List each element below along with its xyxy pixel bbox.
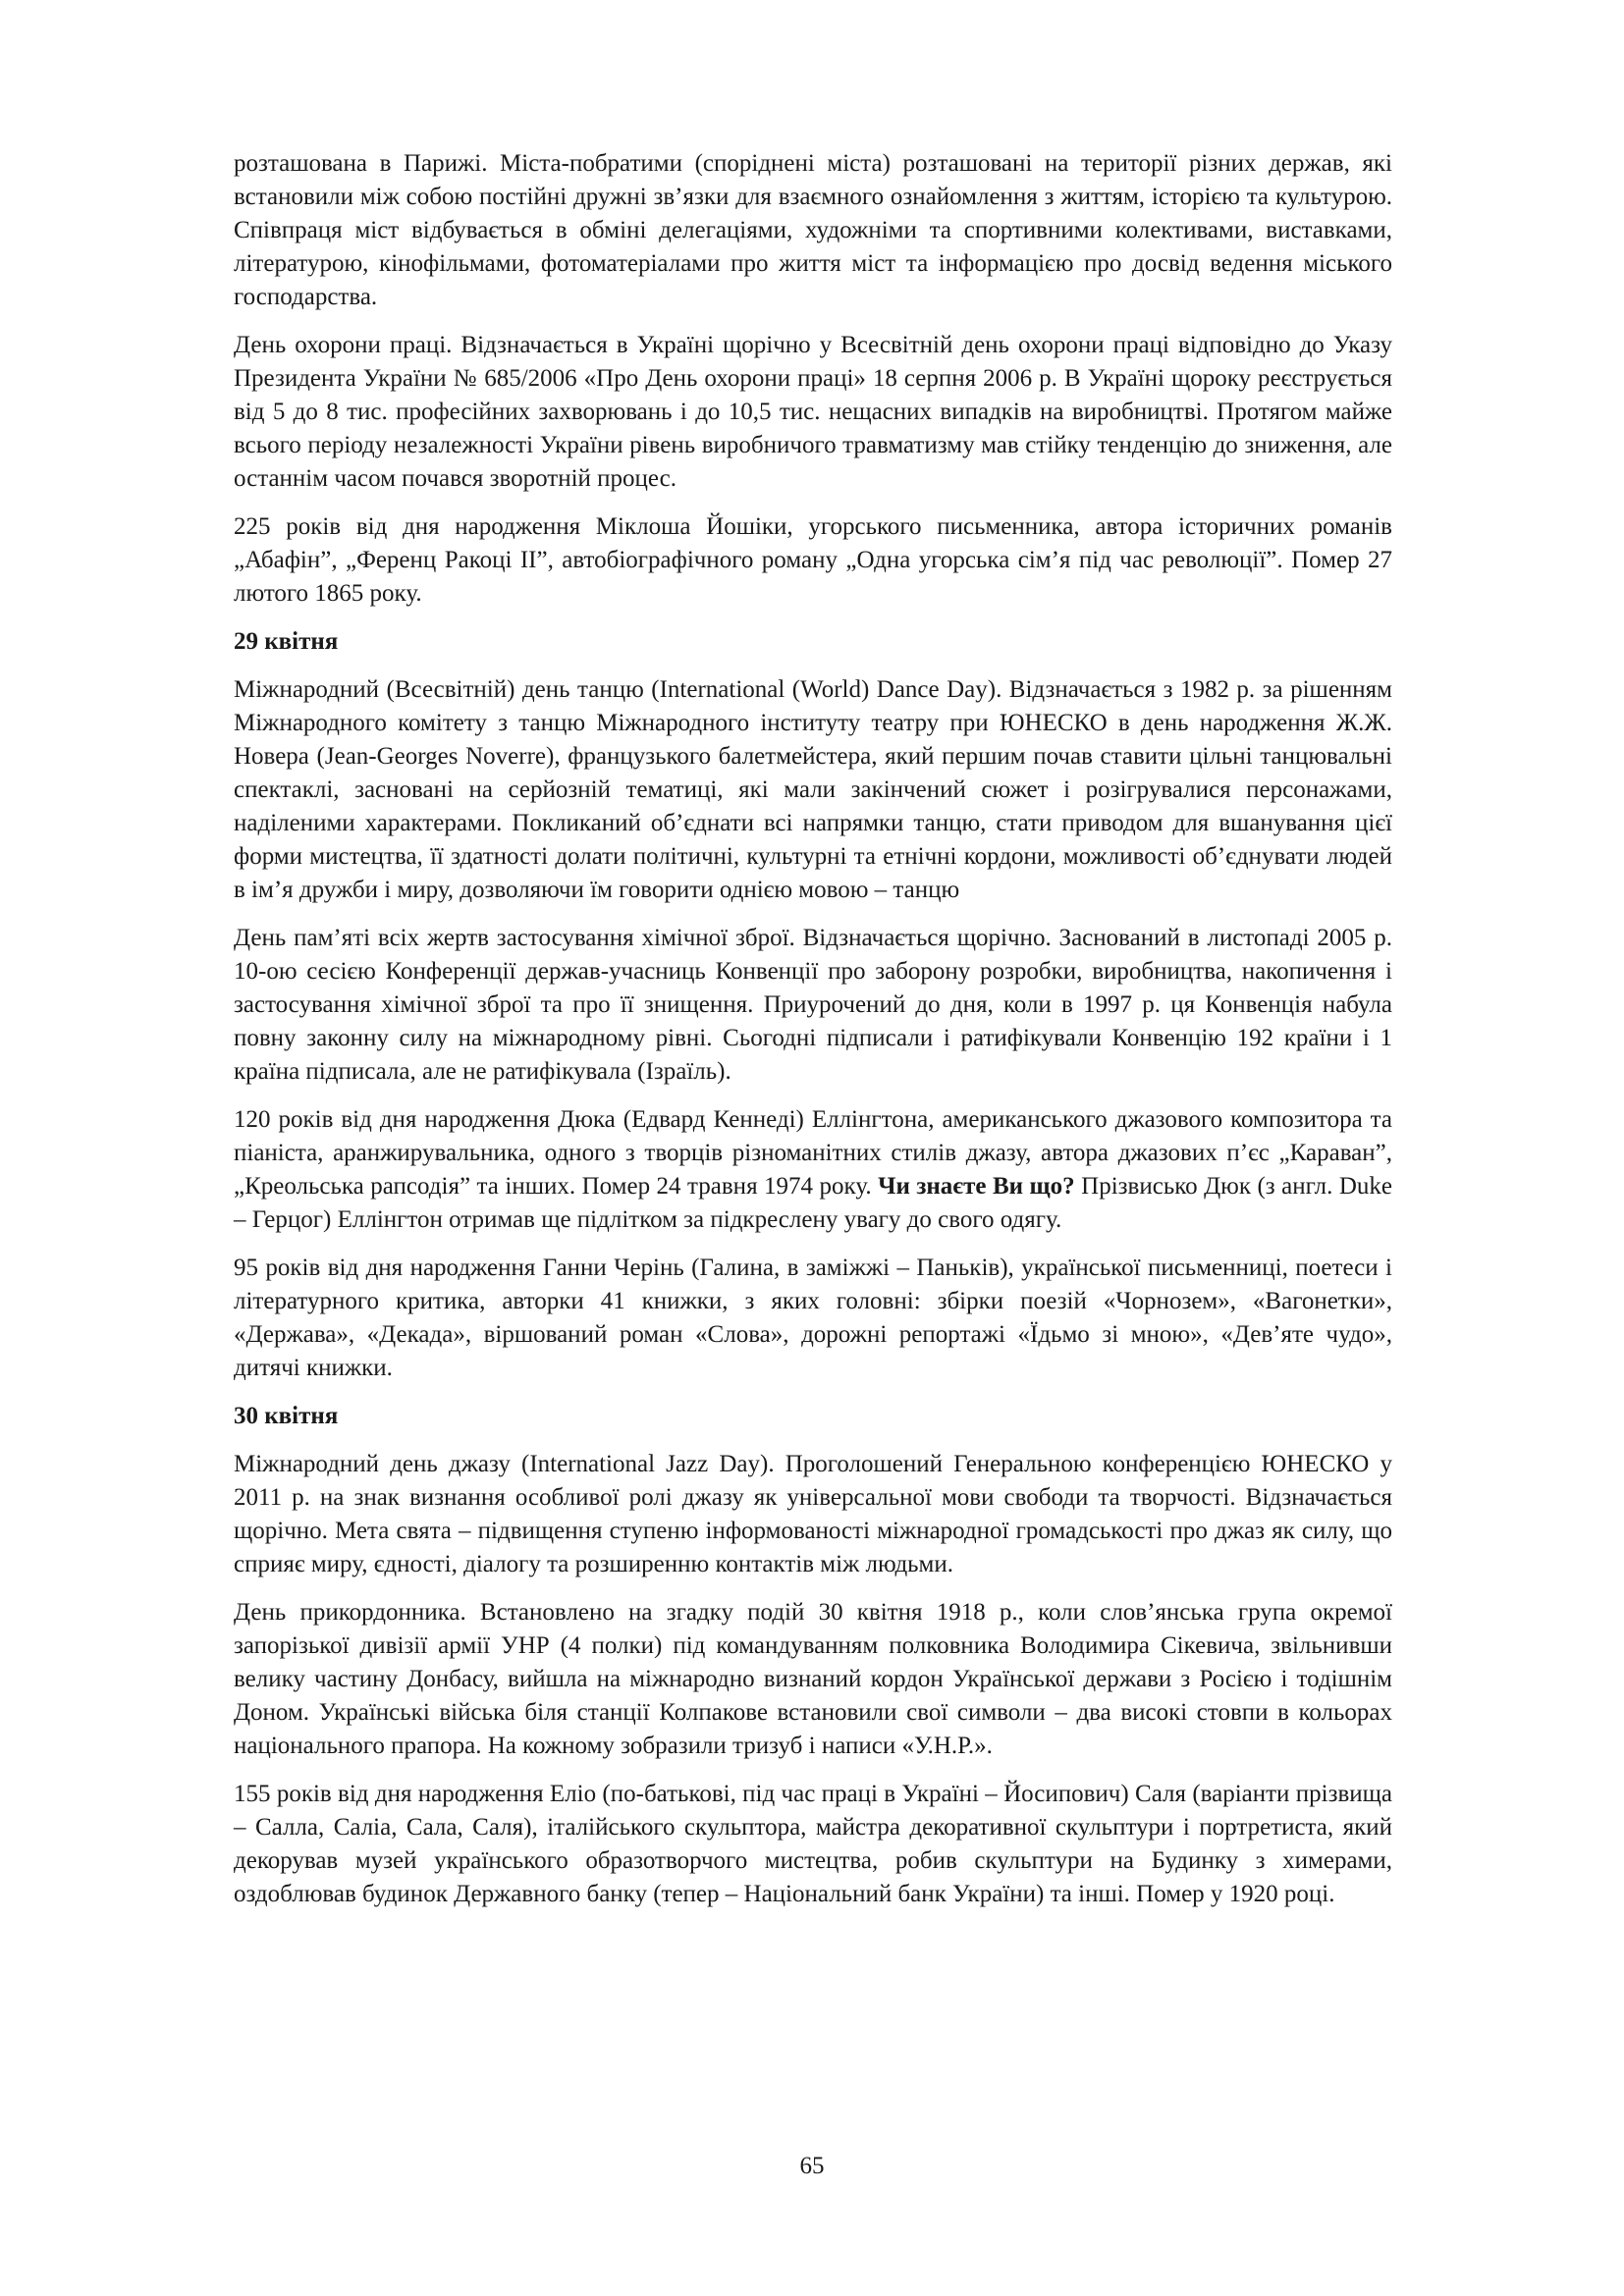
document-body	[234, 147, 1392, 1926]
paragraph-twin-cities: розташована в Парижі. Міста-побратими (споріднені міста) розташовані на території різних держав, які встановили між собою постійні дружні зв’язки для взаємного ознайомлення з життям, історією та культурою. Співпраця міст відбувається в обміні делегаціями, художніми та спортивними колективами, виставками, літературою, кінофільмами, фотоматеріалами про життя міст та інформацією про досвід ведення міського господарства.	[234, 150, 1392, 310]
page-number: 65	[799, 2153, 825, 2179]
paragraph-jozsika-anniversary: 225 років від дня народження Міклоша Йошіки, угорського письменника, автора історичних романів „Абафін”, „Ференц Ракоці ІІ”, автобіографічного роману „Одна угорська сім’я під час революції”. Помер 27 лютого 1865 року.	[234, 513, 1392, 607]
ellington-text: 120 років від дня народження Дюка (Едвард Кеннеді) Еллінгтона, американського джазового композитора та піаніста, аранжирувальника, одного з творців різноманітних стилів джазу, автора джазових п’єс „Караван”, „Креольська рапсодія” та інших. Помер 24 травня 1974 року.	[234, 1106, 1392, 1200]
paragraph-dance-day: Міжнародний (Всесвітній) день танцю (International (World) Dance Day). Відзначається з 1982 р. за рішенням Міжнародного комітету з танцю Міжнародного інституту театру при ЮНЕСКО в день народження Ж.Ж. Новера (Jean-Georges Noverre), французького балетмейстера, який першим почав ставити цільні танцювальні спектаклі, засновані на серйозній тематиці, які мали закінчений сюжет і розігрувалися персонажами, наділеними характерами. Покликаний об’єднати всі напрямки танцю, стати приводом для вшанування цієї форми мистецтва, її здатності долати політичні, культурні та етнічні кордони, можливості об’єднувати людей в ім’я дружби і миру, дозволяючи їм говорити однією мовою – танцю	[234, 676, 1392, 903]
paragraph-border-guard-day: День прикордонника. Встановлено на згадку подій 30 квітня 1918 р., коли слов’янська група окремої запорізької дивізії армії УНР (4 полки) під командуванням полковника Володимира Сікевича, звільнивши велику частину Донбасу, вийшла на міжнародно визнаний кордон Української держави з Росією і тодішнім Доном. Українські війська біля станції Колпакове встановили свої символи – два високі стовпи в кольорах національного прапора. На кожному зобразили тризуб і написи «У.Н.Р.».	[234, 1599, 1392, 1759]
paragraph-jazz-day: Міжнародний день джазу (International Jazz Day). Проголошений Генеральною конференцією ЮНЕСКО у 2011 р. на знак визнання особливої ролі джазу як універсальної мови свободи та творчості. Відзначається щорічно. Мета свята – підвищення ступеню інформованості міжнародної громадськості про джаз як силу, що сприяє миру, єдності, діалогу та розширенню контактів між людьми.	[234, 1451, 1392, 1577]
did-you-know-lead: Чи знаєте Ви що?	[878, 1173, 1075, 1200]
date-heading-april-30: 30 квітня	[234, 1403, 339, 1429]
ellington-trivia: Прізвисько Дюк (з англ. Duke – Герцог) Еллінгтон отримав ще підлітком за підкреслену увагу до свого одягу.	[234, 1173, 1392, 1233]
paragraph-cherin: 95 років від дня народження Ганни Черінь (Галина, в заміжжі – Паньків), української письменниці, поетеси і літературного критика, авторки 41 книжки, з яких головні: збірки поезій «Чорнозем», «Вагонетки», «Держава», «Декада», віршований роман «Слова», дорожні репортажі «Їдьмо зі мною», «Дев’яте чудо», дитячі книжки.	[234, 1255, 1392, 1381]
date-heading-april-29: 29 квітня	[234, 628, 339, 655]
paragraph-ellington	[234, 1103, 1392, 1237]
paragraph-chemical-weapons-day: День пам’яті всіх жертв застосування хімічної зброї. Відзначається щорічно. Заснований в листопаді 2005 р. 10-ою сесією Конференції держав-учасниць Конвенції про заборону розробки, виробництва, накопичення і застосування хімічної зброї та про її знищення. Приурочений до дня, коли в 1997 р. ця Конвенція набула повну законну силу на міжнародному рівні. Сьогодні підписали і ратифікували Конвенцію 192 країни і 1 країна підписала, але не ратифікувала (Ізраїль).	[234, 925, 1392, 1085]
paragraph-labor-safety-day: День охорони праці. Відзначається в Україні щорічно у Всесвітній день охорони праці відповідно до Указу Президента України № 685/2006 «Про День охорони праці» 18 серпня 2006 р. В Україні щороку реєструється від 5 до 8 тис. професійних захворювань і до 10,5 тис. нещасних випадків на виробництві. Протягом майже всього періоду незалежності України рівень виробничого травматизму мав стійку тенденцію до зниження, але останнім часом почався зворотній процес.	[234, 332, 1392, 492]
paragraph-salya-anniversary: 155 років від дня народження Еліо (по-батькові, під час праці в Україні – Йосипович) Саля (варіанти прізвища – Салла, Саліа, Сала, Саля), італійського скульптора, майстра декоративної скульптури і портретиста, який декорував музей українського образотворчого мистецтва, робив скульптури на Будинку з химерами, оздоблював будинок Державного банку (тепер – Національний банк України) та інші. Помер у 1920 році.	[234, 1781, 1392, 1907]
